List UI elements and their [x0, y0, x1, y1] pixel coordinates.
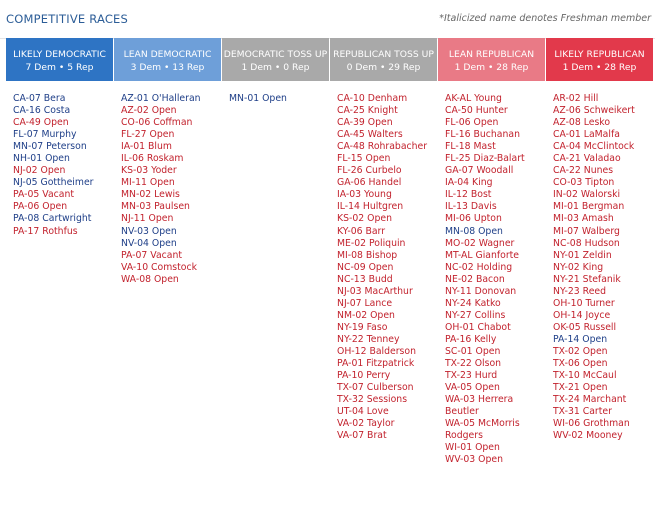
race-item[interactable]: FL-18 Mast [445, 141, 496, 153]
race-item[interactable]: VA-02 Taylor [337, 418, 395, 430]
column-likely-democratic [6, 38, 113, 238]
race-item[interactable]: NJ-05 Gottheimer [13, 177, 94, 189]
race-list [222, 93, 329, 105]
race-item[interactable]: OK-05 Russell [553, 321, 617, 333]
race-item[interactable]: NC-02 Holding [445, 261, 513, 273]
race-item[interactable]: WI-01 Open [445, 442, 500, 454]
race-item[interactable]: NY-27 Collins [445, 309, 506, 321]
race-item[interactable]: MI-11 Open [121, 177, 175, 189]
race-item[interactable]: TX-24 Marchant [553, 394, 627, 406]
column-label: LEAN DEMOCRATIC [123, 49, 212, 60]
race-item[interactable]: PA-14 Open [553, 333, 608, 345]
race-item[interactable]: NM-02 Open [337, 309, 395, 321]
race-item[interactable]: PA-17 Rothfus [13, 225, 78, 237]
column-header[interactable] [222, 38, 329, 81]
race-item[interactable]: CA-04 McClintock [553, 141, 635, 153]
race-item[interactable]: NY-21 Stefanik [553, 273, 621, 285]
race-list [438, 93, 545, 466]
race-item[interactable]: GA-07 Woodall [445, 165, 514, 177]
race-item[interactable]: MI-03 Amash [553, 213, 614, 225]
race-item[interactable]: CA-16 Costa [13, 105, 71, 117]
column-democratic-toss-up [222, 38, 329, 105]
race-item[interactable]: GA-06 Handel [337, 177, 402, 189]
race-item[interactable]: TX-32 Sessions [337, 394, 408, 406]
race-item[interactable]: CA-49 Open [13, 117, 69, 129]
race-item[interactable]: WV-02 Mooney [553, 430, 623, 442]
column-republican-toss-up [330, 38, 437, 442]
header-bar [0, 0, 655, 39]
race-item[interactable]: NY-23 Reed [553, 285, 607, 297]
race-item[interactable]: FL-25 Diaz-Balart [445, 153, 525, 165]
column-count: 1 Dem • 0 Rep [241, 62, 310, 73]
race-item[interactable]: NJ-07 Lance [337, 297, 393, 309]
race-item[interactable]: CA-22 Nunes [553, 165, 614, 177]
race-item[interactable]: PA-05 Vacant [13, 189, 74, 201]
column-label: LEAN REPUBLICAN [448, 49, 535, 60]
race-item[interactable]: AZ-06 Schweikert [553, 105, 635, 117]
race-item[interactable]: NV-04 Open [121, 237, 177, 249]
race-item[interactable]: AK-AL Young [445, 93, 502, 104]
race-item[interactable]: SC-01 Open [445, 345, 501, 357]
race-item[interactable]: CO-03 Tipton [553, 177, 615, 189]
race-item[interactable]: MI-06 Upton [445, 213, 502, 225]
freshman-note: *Italicized name denotes Freshman member [439, 13, 651, 24]
race-item[interactable]: KS-03 Yoder [121, 165, 177, 177]
race-item[interactable]: FL-26 Curbelo [337, 165, 402, 177]
race-item[interactable]: Rodgers [445, 430, 483, 442]
race-item[interactable]: PA-08 Cartwright [13, 213, 92, 225]
race-item[interactable]: TX-31 Carter [553, 406, 612, 418]
race-item[interactable]: CA-48 Rohrabacher [337, 141, 428, 153]
race-list [330, 93, 437, 442]
race-item[interactable]: MI-01 Bergman [553, 201, 625, 213]
race-item[interactable]: WA-08 Open [121, 273, 179, 285]
race-item[interactable]: IL-06 Roskam [121, 153, 184, 165]
race-item[interactable]: FL-07 Murphy [13, 129, 77, 141]
column-header[interactable] [6, 38, 113, 81]
race-item[interactable]: NC-08 Hudson [553, 237, 620, 249]
race-item[interactable]: NV-03 Open [121, 225, 177, 237]
race-item[interactable]: TX-07 Culberson [337, 382, 414, 394]
race-item[interactable]: CO-06 Coffman [121, 117, 193, 129]
race-item[interactable]: NJ-02 Open [13, 165, 66, 177]
race-item[interactable]: IL-14 Hultgren [337, 201, 404, 213]
column-count: 3 Dem • 13 Rep [130, 62, 205, 73]
race-item[interactable]: NY-22 Tenney [337, 333, 400, 345]
race-item[interactable]: NJ-03 MacArthur [337, 285, 413, 297]
column-count: 1 Dem • 28 Rep [562, 62, 637, 73]
race-item[interactable]: OH-01 Chabot [445, 321, 511, 333]
column-header[interactable] [330, 38, 437, 81]
race-item[interactable]: PA-16 Kelly [445, 333, 497, 345]
race-item[interactable]: NH-01 Open [13, 153, 70, 165]
race-item[interactable]: AR-02 Hill [553, 93, 599, 104]
race-item[interactable]: Beutler [445, 406, 479, 418]
race-item[interactable]: TX-06 Open [553, 358, 608, 370]
race-item[interactable]: CA-01 LaMalfa [553, 129, 620, 141]
race-item[interactable]: AZ-01 O'Halleran [121, 93, 201, 104]
column-label: DEMOCRATIC TOSS UP [223, 49, 328, 60]
column-header[interactable] [546, 38, 653, 81]
race-item[interactable]: NY-19 Faso [337, 321, 388, 333]
race-item[interactable]: VA-05 Open [445, 382, 500, 394]
race-item[interactable]: VA-07 Brat [337, 430, 387, 442]
race-item[interactable]: TX-10 McCaul [553, 370, 617, 382]
column-header[interactable] [114, 38, 221, 81]
race-item[interactable]: MN-02 Lewis [121, 189, 180, 201]
race-item[interactable]: OH-10 Turner [553, 297, 615, 309]
column-label: LIKELY DEMOCRATIC [13, 49, 106, 60]
race-item[interactable]: MI-07 Walberg [553, 225, 620, 237]
race-item[interactable]: NJ-11 Open [121, 213, 174, 225]
race-item[interactable]: NC-13 Budd [337, 273, 393, 285]
race-item[interactable]: MI-08 Bishop [337, 249, 398, 261]
race-item[interactable]: IN-02 Walorski [553, 189, 621, 201]
column-label: LIKELY REPUBLICAN [554, 49, 645, 60]
race-list [546, 93, 653, 442]
race-item[interactable]: FL-15 Open [337, 153, 391, 165]
race-item[interactable]: CA-07 Bera [13, 93, 66, 104]
race-item[interactable]: NC-09 Open [337, 261, 394, 273]
race-item[interactable]: OH-14 Joyce [553, 309, 611, 321]
race-item[interactable]: CA-45 Walters [337, 129, 403, 141]
race-item[interactable]: CA-39 Open [337, 117, 393, 129]
race-item[interactable]: PA-06 Open [13, 201, 68, 213]
race-item[interactable]: AZ-08 Lesko [553, 117, 611, 129]
race-item[interactable]: PA-01 Fitzpatrick [337, 358, 415, 370]
race-item[interactable]: NY-02 King [553, 261, 604, 273]
page-title: COMPETITIVE RACES [6, 12, 129, 26]
race-item[interactable]: FL-06 Open [445, 117, 499, 129]
race-item[interactable]: KY-06 Barr [337, 225, 386, 237]
race-item[interactable]: TX-23 Hurd [445, 370, 498, 382]
race-item[interactable]: WI-06 Grothman [553, 418, 630, 430]
race-item[interactable]: KS-02 Open [337, 213, 392, 225]
race-item[interactable]: FL-27 Open [121, 129, 175, 141]
race-item[interactable]: IA-01 Blum [121, 141, 172, 153]
race-item[interactable]: NY-01 Zeldin [553, 249, 612, 261]
race-item[interactable]: CA-50 Hunter [445, 105, 508, 117]
race-item[interactable]: OH-12 Balderson [337, 345, 416, 357]
column-label: REPUBLICAN TOSS UP [333, 49, 434, 60]
race-item[interactable]: MN-03 Paulsen [121, 201, 190, 213]
race-item[interactable]: PA-07 Vacant [121, 249, 182, 261]
column-count: 1 Dem • 28 Rep [454, 62, 529, 73]
race-item[interactable]: MN-07 Peterson [13, 141, 87, 153]
race-item[interactable]: IA-04 King [445, 177, 493, 189]
race-item[interactable]: TX-21 Open [553, 382, 608, 394]
race-list [6, 93, 113, 238]
race-item[interactable]: NE-02 Bacon [445, 273, 505, 285]
race-item[interactable]: WV-03 Open [445, 454, 503, 466]
race-item[interactable]: NY-24 Katko [445, 297, 501, 309]
race-item[interactable]: WA-03 Herrera [445, 394, 514, 406]
race-item[interactable]: PA-10 Perry [337, 370, 391, 382]
column-count: 0 Dem • 29 Rep [346, 62, 421, 73]
race-item[interactable]: MN-08 Open [445, 225, 503, 237]
column-count: 7 Dem • 5 Rep [25, 62, 94, 73]
race-item[interactable]: TX-02 Open [553, 345, 608, 357]
race-item[interactable]: WA-05 McMorris [445, 418, 520, 430]
race-item[interactable]: CA-25 Knight [337, 105, 398, 117]
race-item[interactable]: NY-11 Donovan [445, 285, 517, 297]
race-item[interactable]: CA-10 Denham [337, 93, 408, 104]
race-item[interactable]: MT-AL Gianforte [445, 249, 520, 261]
race-item[interactable]: VA-10 Comstock [121, 261, 197, 273]
race-item[interactable]: IA-03 Young [337, 189, 392, 201]
race-item[interactable]: ME-02 Poliquin [337, 237, 406, 249]
race-item[interactable]: IL-12 Bost [445, 189, 492, 201]
race-item[interactable]: MN-01 Open [229, 93, 287, 104]
race-item[interactable]: IL-13 Davis [445, 201, 497, 213]
race-item[interactable]: CA-21 Valadao [553, 153, 621, 165]
race-item[interactable]: MO-02 Wagner [445, 237, 515, 249]
column-lean-democratic [114, 38, 221, 286]
column-header[interactable] [438, 38, 545, 81]
column-lean-republican [438, 38, 545, 466]
race-list [114, 93, 221, 286]
race-item[interactable]: TX-22 Olson [445, 358, 502, 370]
race-item[interactable]: AZ-02 Open [121, 105, 177, 117]
column-likely-republican [546, 38, 653, 442]
race-item[interactable]: UT-04 Love [337, 406, 389, 418]
race-item[interactable]: FL-16 Buchanan [445, 129, 520, 141]
